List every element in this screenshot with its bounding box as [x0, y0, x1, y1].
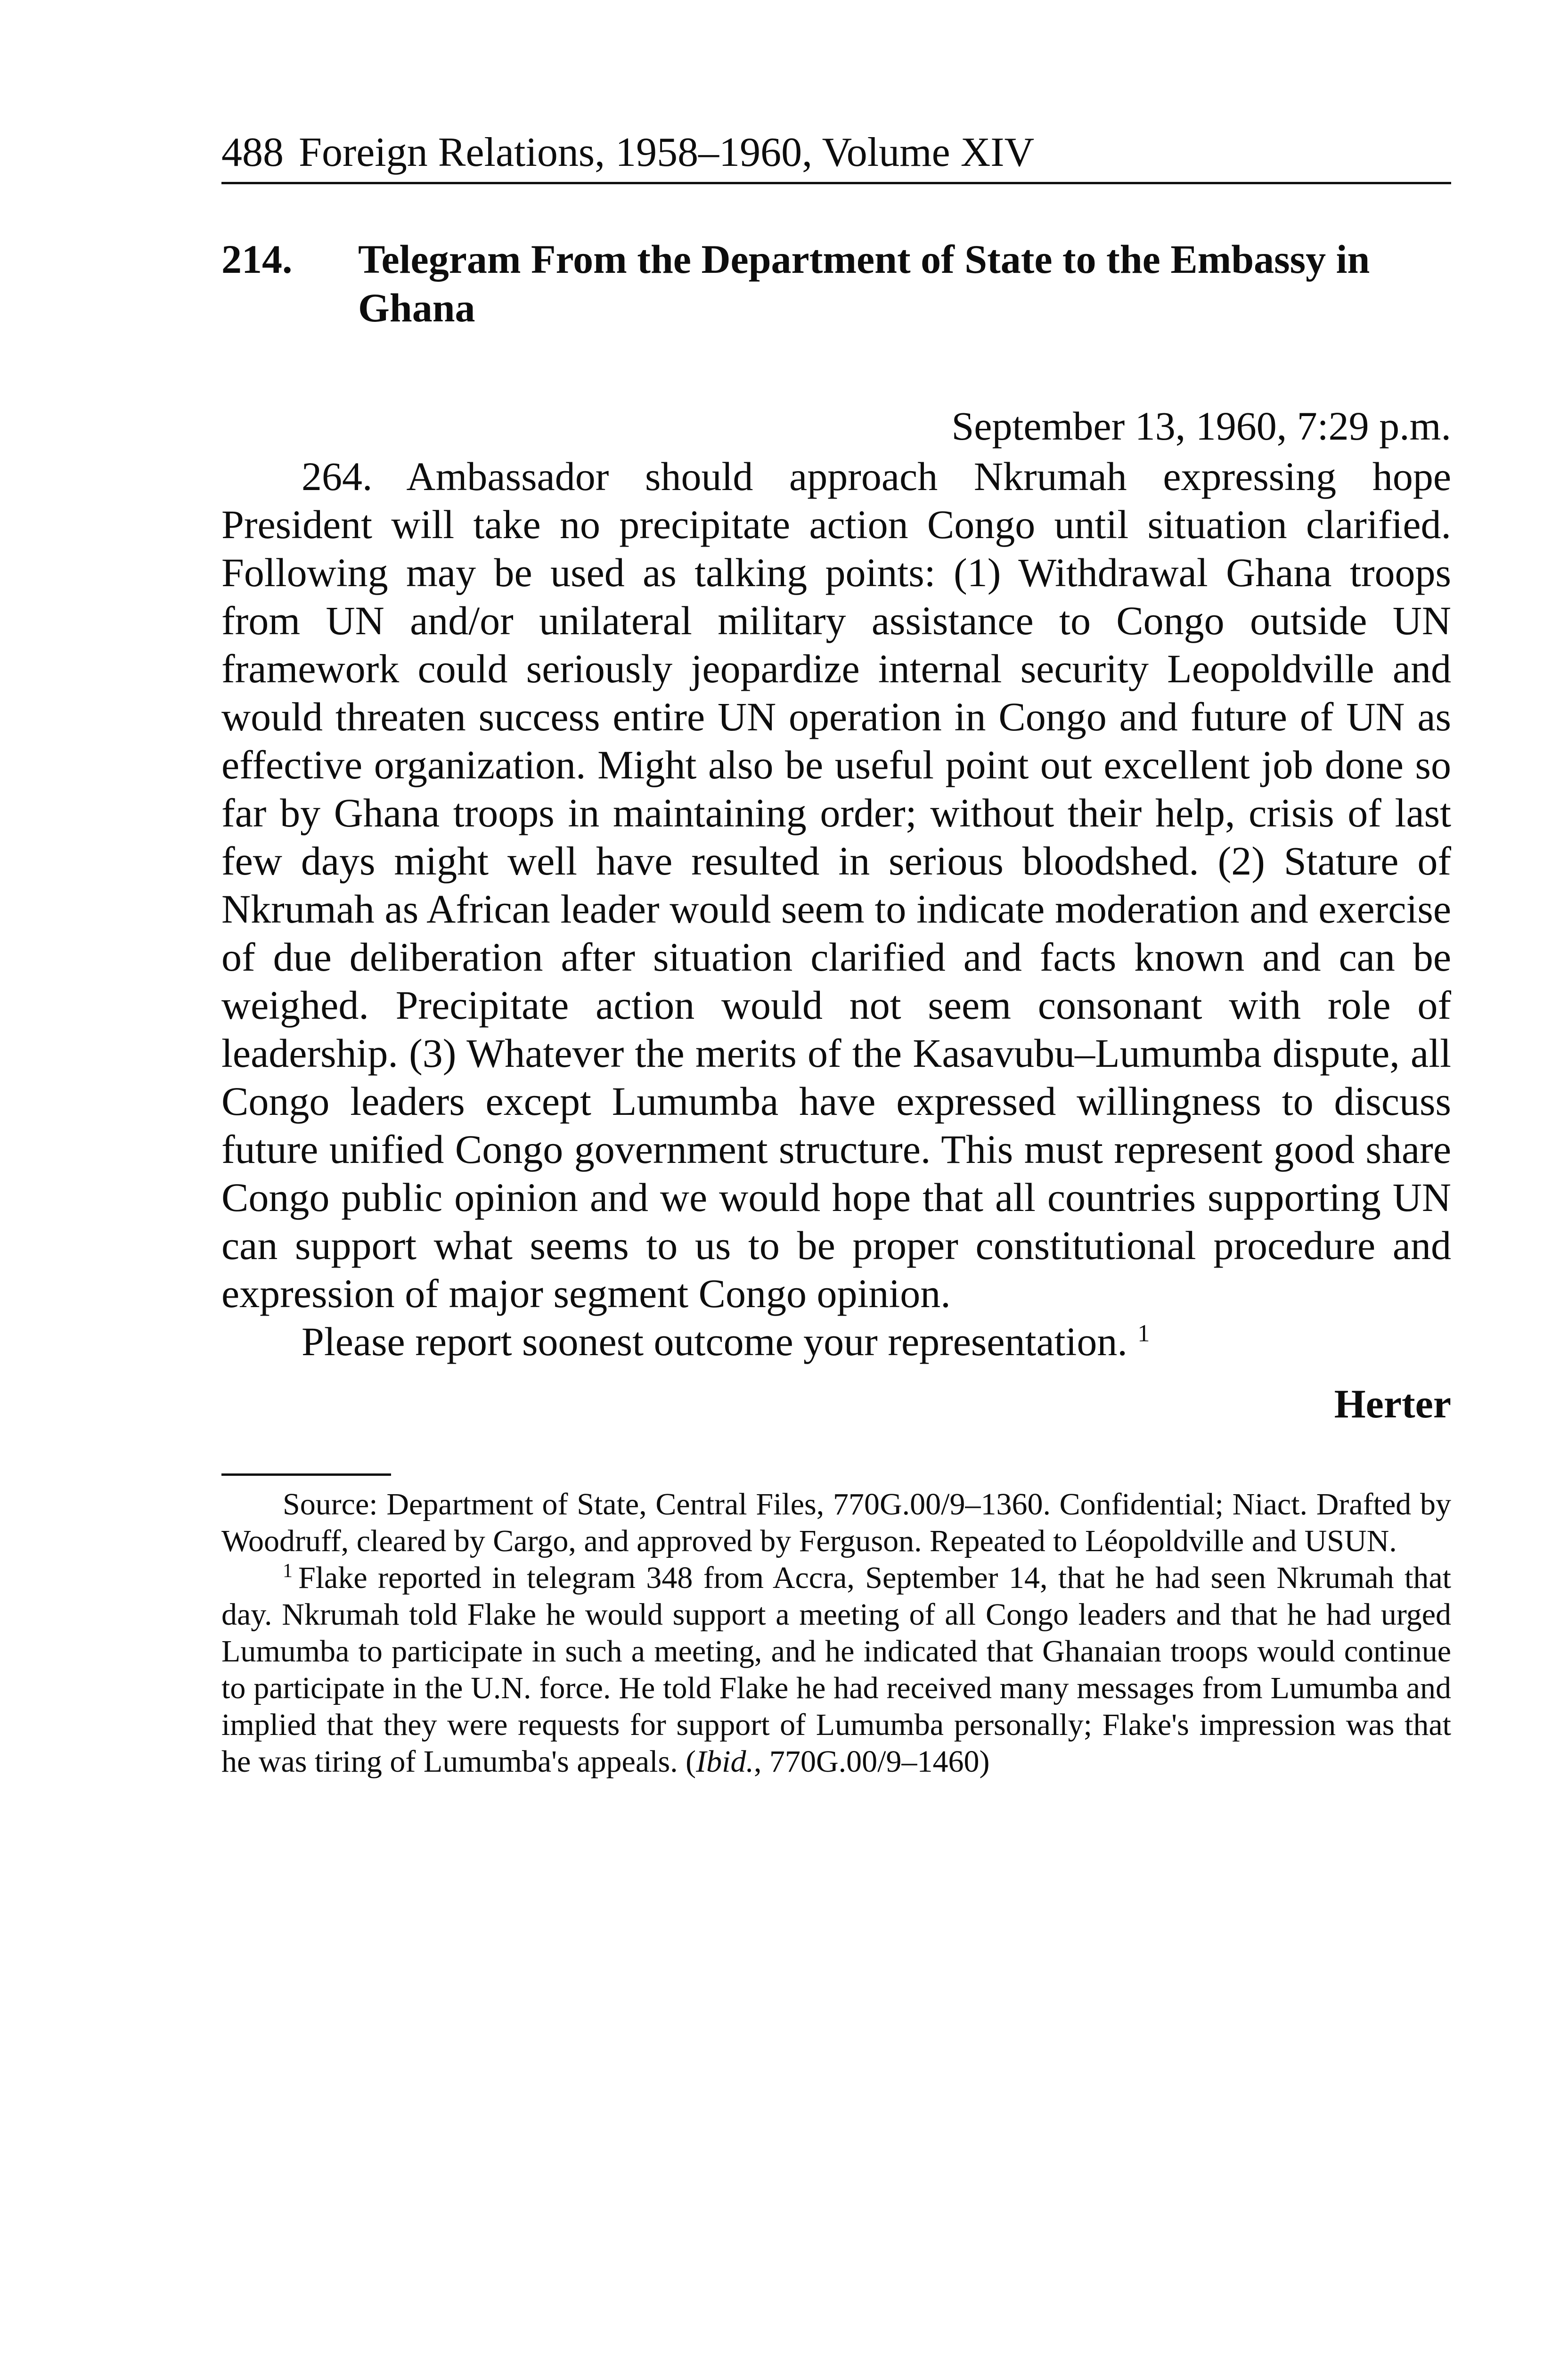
footnote-1-tail: , 770G.00/9–1460)	[753, 1744, 990, 1779]
document-page	[221, 132, 1451, 1780]
document-heading	[221, 235, 1451, 332]
telegram-body-paragraph: 264. Ambassador should approach Nkrumah expressing hope President will take no precipitate action Congo until situation clarified. Following may be used as talking points: (1) Withdrawal Ghana troops from UN and/or unilateral military assistance to Congo outside UN framework could seriously jeopardize internal security Leopoldville and would threaten success entire UN operation in Congo and future of UN as effective organization. Might also be useful point out excellent job done so far by Ghana troops in maintaining order; without their help, crisis of last few days might well have resulted in serious bloodshed. (2) Stature of Nkrumah as African leader would seem to indicate moderation and exercise of due deliberation after situation clarified and facts known and can be weighed. Precipitate action would not seem consonant with role of leadership. (3) Whatever the merits of the Kasavubu–Lumumba dispute, all Congo leaders except Lumumba have expressed willingness to discuss future unified Congo government structure. This must represent good share Congo public opinion and we would hope that all countries supporting UN can support what seems to us to be proper constitutional procedure and expression of major segment Congo opinion.	[221, 454, 1451, 1316]
footnote-1	[221, 1560, 1451, 1780]
signature: Herter	[1334, 1381, 1451, 1426]
document-number: 214.	[221, 237, 293, 282]
footnote-divider	[221, 1473, 391, 1476]
footnote-reference: 1	[1137, 1320, 1150, 1347]
page-number: 488	[221, 130, 284, 175]
footnote-1-ibid: Ibid.	[696, 1744, 754, 1779]
telegram-closing-paragraph	[221, 1317, 1451, 1366]
source-note: Source: Department of State, Central Files, 770G.00/9–1360. Confidential; Niact. Drafted by Woodruff, cleared by Cargo, and approved by Ferguson. Repeated to Léopoldville and USUN.	[221, 1487, 1451, 1558]
document-title: Telegram From the Department of State to the Embassy in Ghana	[358, 237, 1370, 330]
dateline: September 13, 1960, 7:29 p.m.	[951, 403, 1451, 449]
closing-paragraph-text: Please report soonest outcome your representation.	[302, 1319, 1127, 1364]
running-head	[221, 132, 1451, 184]
footnote-1-text: Flake reported in telegram 348 from Accra, September 14, that he had seen Nkrumah that day. Nkrumah told Flake he would support a meeting of all Congo leaders and that he had urged Lumumba to participate in such a meeting, and he indicated that Ghanaian troops would continue to participate in the U.N. force. He told Flake he had received many messages from Lumumba and implied that they were requests for support of Lumumba personally; Flake's impression was that he was tiring of Lumumba's appeals. (	[221, 1561, 1451, 1779]
footnote-1-marker: 1	[283, 1560, 293, 1582]
series-title: Foreign Relations, 1958–1960, Volume XIV	[299, 130, 1035, 175]
